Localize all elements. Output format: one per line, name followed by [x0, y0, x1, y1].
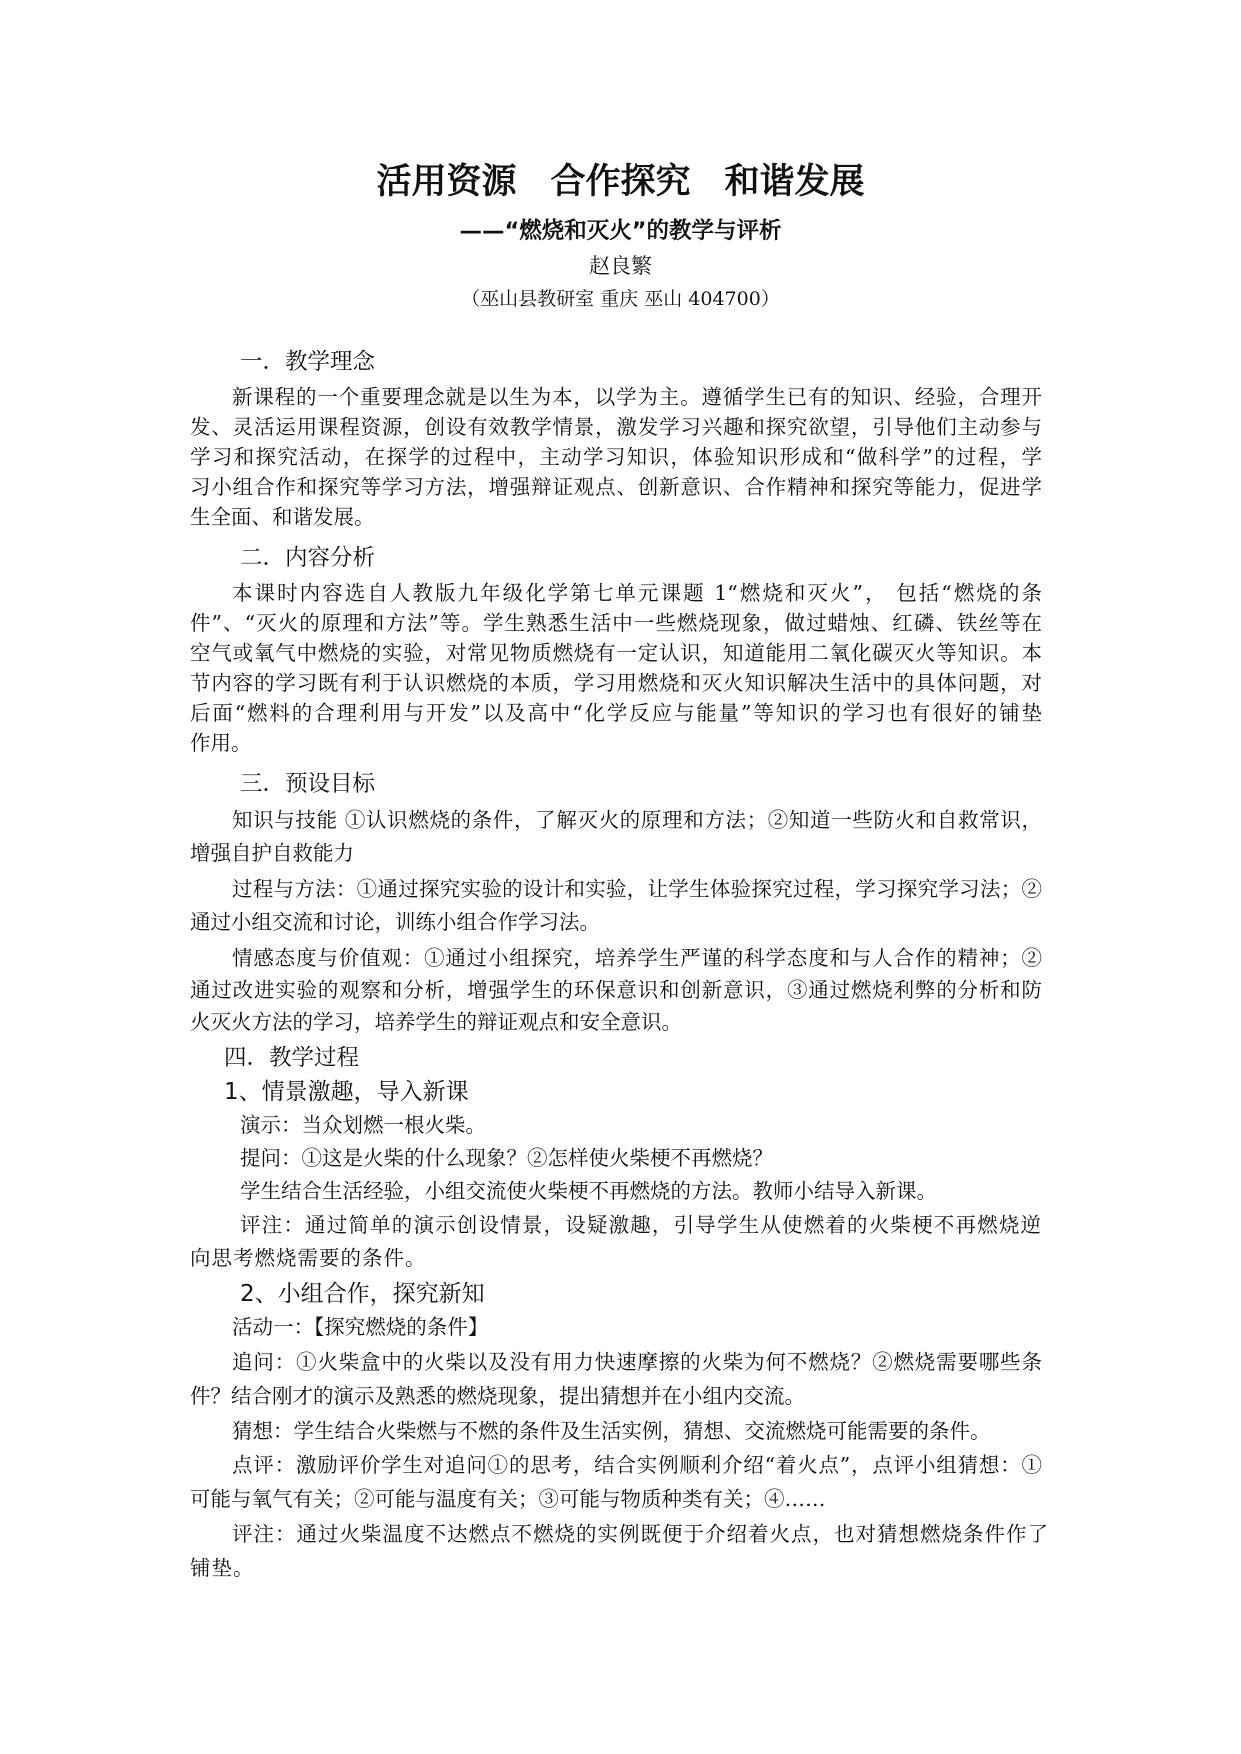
paragraph-line: 铺垫。 [190, 1556, 255, 1580]
title-part-3: 和谐发展 [724, 162, 865, 202]
paragraph-line: 活动一：【探究燃烧的条件】 [232, 1315, 489, 1339]
paragraph-line: 评注：通过火柴温度不达燃点不燃烧的实例既便于介绍着火点，也对猜想燃烧条件作了 [232, 1522, 1049, 1546]
paragraph-line: 向思考燃烧需要的条件。 [190, 1246, 427, 1270]
section-heading-teaching-process: 四．教学过程 [224, 1045, 360, 1071]
paragraph-line: 过程与方法：①通过探究实验的设计和实验，让学生体验探究过程，学习探究学习法；② [232, 877, 1042, 901]
paragraph-line: 新课程的一个重要理念就是以生为本，以学为主。遵循学生已有的知识、经验，合理开 [232, 385, 1042, 409]
document-title [0, 158, 1241, 206]
paragraph-line: 学生结合生活经验，小组交流使火柴梗不再燃烧的方法。教师小结导入新课。 [240, 1179, 937, 1203]
section-heading-preset-goals: 三．预设目标 [240, 771, 376, 797]
document-subtitle: ——“燃烧和灭火”的教学与评析 [459, 218, 782, 244]
paragraph-line: 学习和探究活动，在探学的过程中，主动学习知识，体验知识形成和“做科学”的过程，学 [190, 445, 1042, 469]
paragraph-line: 生全面、和谐发展。 [190, 505, 375, 529]
paragraph-line: 追问：①火柴盒中的火柴以及没有用力快速摩擦的火柴为何不燃烧？②燃烧需要哪些条 [232, 1350, 1042, 1374]
author-affiliation: （巫山县教研室 重庆 巫山 404700） [461, 288, 780, 310]
paragraph-line: 后面“燃料的合理利用与开发”以及高中“化学反应与能量”等知识的学习也有很好的铺垫 [190, 701, 1042, 725]
subsection-heading-group-inquiry: 2、小组合作，探究新知 [240, 1281, 485, 1307]
paragraph-line: 增强自护自救能力 [190, 841, 354, 865]
paragraph-line: 情感态度与价值观：①通过小组探究，培养学生严谨的科学态度和与人合作的精神；② [232, 946, 1042, 970]
paragraph-line: 件？结合刚才的演示及熟悉的燃烧现象，提出猜想并在小组内交流。 [190, 1384, 805, 1408]
paragraph-line: 发、灵活运用课程资源，创设有效教学情景，激发学习兴趣和探究欲望，引导他们主动参与 [190, 415, 1042, 439]
paragraph-line: 猜想：学生结合火柴燃与不燃的条件及生活实例，猜想、交流燃烧可能需要的条件。 [232, 1419, 991, 1443]
paragraph-line: 件”、“灭火的原理和方法”等。学生熟悉生活中一些燃烧现象，做过蜡烛、红磷、铁丝等在 [190, 611, 1042, 635]
paragraph-line: 演示：当众划燃一根火柴。 [240, 1113, 486, 1137]
paragraph-line: 提问：①这是火柴的什么现象？②怎样使火柴梗不再燃烧？ [240, 1146, 773, 1170]
paragraph-line: 点评：激励评价学生对追问①的思考，结合实例顺利介绍“着火点”，点评小组猜想：① [232, 1453, 1042, 1477]
paragraph-line: 本课时内容选自人教版九年级化学第七单元课题 1“燃烧和灭火”， 包括“燃烧的条 [232, 581, 1042, 605]
paragraph-line: 节内容的学习既有利于认识燃烧的本质，学习用燃烧和灭火知识解决生活中的具体问题，对 [190, 671, 1042, 695]
paragraph-line: 空气或氧气中燃烧的实验，对常见物质燃烧有一定认识，知道能用二氧化碳灭火等知识。本 [190, 641, 1042, 665]
subsection-heading-introduction: 1、情景激趣，导入新课 [224, 1079, 469, 1105]
paragraph-line: 火灭火方法的学习，培养学生的辩证观点和安全意识。 [190, 1010, 682, 1034]
author-name: 赵良繁 [589, 254, 652, 278]
paragraph-line: 评注：通过简单的演示创设情景，设疑激趣，引导学生从使燃着的火柴梗不再燃烧逆 [240, 1213, 1042, 1237]
paragraph-line: 习小组合作和探究等学习方法，增强辩证观点、创新意识、合作精神和探究等能力，促进学 [190, 475, 1042, 499]
paragraph-line: 可能与氧气有关；②可能与温度有关；③可能与物质种类有关；④…… [190, 1487, 826, 1511]
section-heading-teaching-philosophy: 一．教学理念 [240, 349, 376, 375]
paragraph-line: 知识与技能 ①认识燃烧的条件，了解灭火的原理和方法；②知道一些防火和自救常识， [232, 808, 1042, 832]
title-part-1: 活用资源 [376, 162, 517, 202]
section-heading-content-analysis: 二．内容分析 [240, 545, 376, 571]
title-part-2: 合作探究 [550, 162, 691, 202]
paragraph-line: 通过改进实验的观察和分析，增强学生的环保意识和创新意识，③通过燃烧利弊的分析和防 [190, 978, 1042, 1002]
paragraph-line: 通过小组交流和讨论，训练小组合作学习法。 [190, 910, 600, 934]
paragraph-line: 作用。 [190, 731, 252, 755]
